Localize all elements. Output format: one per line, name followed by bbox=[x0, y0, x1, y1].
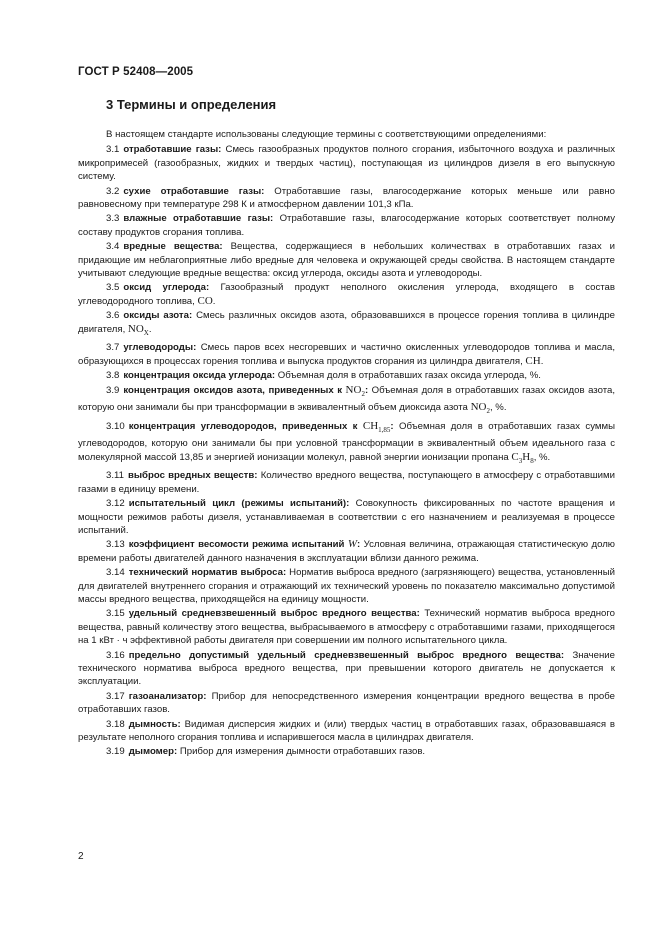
term-name: отработавшие газы: bbox=[123, 144, 222, 156]
term-definition bbox=[78, 384, 615, 419]
term-definition bbox=[78, 309, 615, 340]
term-definition bbox=[78, 497, 615, 537]
chemical-formula: CH bbox=[525, 354, 541, 367]
term-definition bbox=[78, 469, 615, 496]
term-number: 3.13 bbox=[106, 539, 125, 551]
chemical-formula: CO bbox=[197, 294, 213, 307]
term-definition-text: Количество вредного вещества, поступающего в атмосферу с отработавшими газами в единицу времени. bbox=[78, 470, 615, 495]
section-title: 3 Термины и определения bbox=[106, 97, 277, 112]
term-number: 3.5 bbox=[106, 282, 120, 294]
term-number: 3.17 bbox=[106, 690, 125, 702]
term-name: испытательный цикл (режимы испытаний): bbox=[128, 498, 350, 510]
term-name: оксиды азота: bbox=[123, 310, 193, 322]
term-number: 3.3 bbox=[106, 213, 120, 225]
term-definition bbox=[78, 718, 615, 745]
term-definition-text: Прибор для измерения дымности отработавших газов. bbox=[177, 746, 426, 758]
term-definition-text: Значение технического норматива выброса вредного вещества, при превышении которого двигатель не допускается к эксплуатации. bbox=[78, 649, 615, 688]
term-definition bbox=[78, 745, 615, 758]
term-definition bbox=[78, 281, 615, 308]
term-definition bbox=[78, 607, 615, 647]
term-name: удельный средневзвешенный выброс вредного вещества: bbox=[128, 608, 420, 620]
term-number: 3.14 bbox=[106, 567, 125, 579]
term-definition-text: Норматив выброса вредного (загрязняющего) вещества, установленный для двигателей внутреннего сгорания и отражающий их технический уровень по показателю максимально допустимой массы вредного вещества, приходящейся на единицу мощности. bbox=[78, 567, 615, 605]
term-definition bbox=[78, 143, 615, 183]
term-number: 3.12 bbox=[106, 498, 125, 510]
term-formula: $NO_2$ bbox=[345, 383, 365, 398]
term-number: 3.11 bbox=[106, 470, 124, 482]
term-name: влажные отработавшие газы: bbox=[123, 213, 274, 225]
section-body bbox=[78, 128, 615, 760]
term-name: дымность: bbox=[128, 718, 181, 730]
term-definition-text: Газообразный продукт неполного окисления углерода, входящего в состав углеводородного топлива, bbox=[78, 282, 615, 307]
term-name: предельно допустимый удельный средневзвешенный выброс вредного вещества: bbox=[128, 649, 565, 661]
term-number: 3.10 bbox=[106, 420, 125, 432]
term-definition bbox=[78, 185, 615, 212]
term-definition bbox=[78, 566, 615, 606]
term-name: углеводороды: bbox=[123, 342, 197, 354]
term-definition-text: Смесь различных оксидов азота, образовавшихся в процессе горения топлива в цилиндре двигателя, bbox=[78, 310, 615, 335]
term-number: 3.6 bbox=[106, 310, 120, 322]
term-number: 3.18 bbox=[106, 718, 125, 730]
term-definition-text: Совокупность фиксированных по частоте вращения и мощности режимов работы дизеля, устанавливаемая в соответствии с его назначением и реализуемая в процессе испытаний. bbox=[78, 498, 615, 536]
term-name: сухие отработавшие газы: bbox=[123, 185, 265, 197]
page-number: 2 bbox=[78, 851, 84, 862]
definition-ending: . bbox=[540, 355, 544, 367]
term-number: 3.8 bbox=[106, 370, 120, 382]
intro-paragraph: В настоящем стандарте использованы следующие термины с соответствующими определениями: bbox=[106, 129, 547, 140]
term-name: оксид углерода: bbox=[123, 282, 210, 294]
definition-ending: , %. bbox=[489, 402, 507, 414]
chemical-formula: $NO_X$ bbox=[127, 322, 149, 337]
term-name: концентрация оксида углерода: bbox=[123, 370, 276, 382]
term-name: коэффициент весомости режима испытаний bbox=[128, 539, 345, 551]
term-definition-text: Смесь газообразных продуктов полного сгорания, избыточного воздуха и различных микропримесей (газообразных, жидких и твердых частиц), поступающая из цилиндров дизеля в его выпускную систему. bbox=[78, 144, 615, 183]
term-symbol: W bbox=[347, 538, 358, 551]
term-definition-text: Отработавшие газы, влагосодержание которых соответствует полному составу продуктов сгорания топлива. bbox=[78, 213, 615, 238]
term-definition-text: Прибор для непосредственного измерения концентрации вредного вещества в пробе отработавших газов. bbox=[78, 690, 615, 716]
term-name: технический норматив выброса: bbox=[128, 567, 287, 579]
term-number: 3.7 bbox=[106, 342, 120, 354]
term-definition bbox=[78, 341, 615, 368]
definition-ending: , %. bbox=[533, 451, 551, 463]
term-number: 3.19 bbox=[106, 746, 125, 758]
term-formula: $CH_{1,85}$ bbox=[362, 419, 391, 434]
term-definition-text: Объемная доля в отработавших газах оксидов азота, которую они занимали бы при трансформации в эквивалентный объем диоксида азота bbox=[78, 384, 615, 414]
term-definition-text: Смесь паров всех несгоревших и частично окисленных углеводородов топлива и масла, образующихся в процессах горения топлива и выпуска продуктов сгорания из цилиндра двигателя, bbox=[78, 342, 615, 367]
term-name: концентрация углеводородов, приведенных к bbox=[128, 420, 358, 432]
term-definition-text: Условная величина, отражающая статистическую долю времени работы двигателей данного назначения в эксплуатации вблизи данного режима. bbox=[78, 539, 615, 564]
term-name: концентрация оксидов азота, приведенных к bbox=[123, 384, 343, 396]
term-definition-text: Видимая дисперсия жидких и (или) твердых частиц в отработавших газах, образовавшаяся в результате неполного сгорания топлива и испарившегося масла в цилиндрах двигателя. bbox=[78, 718, 615, 743]
term-definition bbox=[78, 420, 615, 469]
chemical-formula: $C_3H_8$ bbox=[511, 450, 534, 465]
term-definition bbox=[78, 538, 615, 565]
term-definition-text: Вещества, содержащиеся в небольших количествах в отработавших газах и придающие им неблагоприятные либо вредные для человека и окружающей среды свойства. В настоящем стандарте учитывают следующие вредные вещества: оксид углерода, оксиды азота и углеводороды. bbox=[78, 241, 615, 280]
term-definition bbox=[78, 240, 615, 280]
term-definition bbox=[78, 649, 615, 689]
term-name: вредные вещества: bbox=[123, 241, 223, 253]
term-definition bbox=[78, 690, 615, 717]
term-definition-text: Технический норматив выброса вредного вещества, равный количеству этого вещества, выбрасываемого в атмосферу с отработавшими газами, приходящегося на 1 кВт · ч эффективной работы двигателя при совершении им полного испытательного цикла. bbox=[78, 608, 615, 647]
term-number: 3.1 bbox=[106, 144, 120, 156]
term-number: 3.9 bbox=[106, 384, 120, 396]
term-name: дымомер: bbox=[128, 746, 178, 758]
document-code-header: ГОСТ Р 52408—2005 bbox=[78, 66, 194, 78]
term-definition-text: Отработавшие газы, влагосодержание которых меньше или равно равновесному при температуре 298 К и атмосферном давлении 101,3 кПа. bbox=[78, 185, 615, 211]
definition-ending: . bbox=[148, 323, 152, 335]
term-colon: : bbox=[357, 539, 361, 551]
term-colon: : bbox=[390, 420, 394, 432]
term-name: газоанализатор: bbox=[128, 690, 207, 702]
term-number: 3.4 bbox=[106, 241, 120, 253]
term-definition-text: Объемная доля в отработавших газах оксида углерода, %. bbox=[275, 370, 541, 382]
term-number: 3.2 bbox=[106, 185, 120, 197]
term-number: 3.15 bbox=[106, 608, 125, 620]
term-definition-text: Объемная доля в отработавших газах суммы углеводородов, которую они занимали бы при условной трансформации в эквивалентный объем идеального газа с молекулярной массой 13,85 и энергией ионизации молекул, равной энергии ионизации пропана bbox=[78, 420, 616, 463]
term-colon: : bbox=[364, 384, 369, 396]
term-number: 3.16 bbox=[106, 649, 125, 661]
definition-ending: . bbox=[212, 295, 216, 307]
term-definition bbox=[78, 212, 615, 239]
terms-list bbox=[78, 143, 615, 758]
term-name: выброс вредных веществ: bbox=[127, 470, 258, 482]
chemical-formula: $NO_2$ bbox=[470, 401, 490, 416]
term-definition bbox=[78, 369, 615, 382]
